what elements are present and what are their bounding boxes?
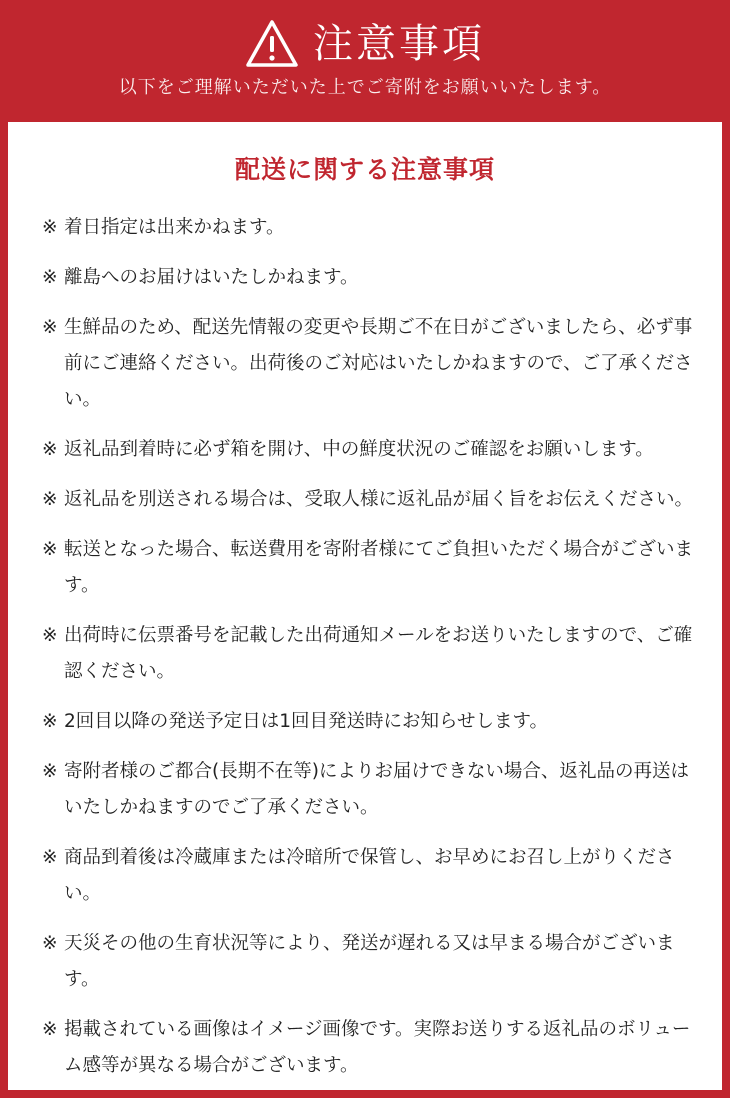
note-mark: ※	[42, 439, 58, 460]
note-text: 天災その他の生育状況等により、発送が遅れる又は早まる場合がございます。	[64, 933, 675, 990]
note-text: 離島へのお届けはいたしかねます。	[64, 267, 359, 288]
note-text: 着日指定は出来かねます。	[64, 217, 285, 238]
page-subtitle: 以下をご理解いただいた上でご寄附をお願いいたします。	[118, 77, 612, 98]
page-title: 注意事項	[313, 21, 485, 67]
note-item	[42, 482, 698, 518]
note-mark: ※	[42, 847, 58, 868]
notes-panel	[8, 122, 722, 1090]
note-mark: ※	[42, 761, 58, 782]
note-item	[42, 618, 698, 690]
note-mark: ※	[42, 625, 58, 646]
note-text: 寄附者様のご都合(長期不在等)によりお届けできない場合、返礼品の再送はいたしかねますのでご了承ください。	[64, 761, 689, 818]
note-mark: ※	[42, 317, 58, 338]
note-mark: ※	[42, 489, 58, 510]
note-item	[42, 532, 698, 604]
note-mark: ※	[42, 267, 58, 288]
note-mark: ※	[42, 217, 58, 238]
note-item	[42, 260, 698, 296]
note-item	[42, 432, 698, 468]
note-text: 出荷時に伝票番号を記載した出荷通知メールをお送りいたしますので、ご確認ください。	[64, 625, 693, 682]
note-text: 掲載されている画像はイメージ画像です。実際お送りする返礼品のボリューム感等が異なる場合がございます。	[64, 1019, 691, 1076]
section-title: 配送に関する注意事項	[234, 155, 495, 184]
note-mark: ※	[42, 539, 58, 560]
warning-triangle-icon	[245, 19, 299, 69]
note-text: 生鮮品のため、配送先情報の変更や長期ご不在日がございましたら、必ず事前にご連絡ください。出荷後のご対応はいたしかねますので、ご了承ください。	[64, 317, 693, 410]
note-text: 転送となった場合、転送費用を寄附者様にてご負担いただく場合がございます。	[64, 539, 694, 596]
note-text: 2回目以降の発送予定日は1回目発送時にお知らせします。	[64, 711, 549, 732]
note-item	[42, 704, 698, 740]
note-text: 返礼品到着時に必ず箱を開け、中の鮮度状況のご確認をお願いします。	[64, 439, 654, 460]
note-item	[42, 926, 698, 998]
notes-list	[42, 210, 698, 1098]
note-item	[42, 754, 698, 826]
note-item	[42, 1012, 698, 1084]
note-mark: ※	[42, 1019, 58, 1040]
header-banner	[0, 0, 730, 118]
note-mark: ※	[42, 711, 58, 732]
note-item	[42, 840, 698, 912]
note-item	[42, 210, 698, 246]
note-item	[42, 310, 698, 418]
note-text: 返礼品を別送される場合は、受取人様に返礼品が届く旨をお伝えください。	[64, 489, 694, 510]
note-mark: ※	[42, 933, 58, 954]
note-text: 商品到着後は冷蔵庫または冷暗所で保管し、お早めにお召し上がりください。	[64, 847, 675, 904]
title-row	[0, 14, 730, 74]
